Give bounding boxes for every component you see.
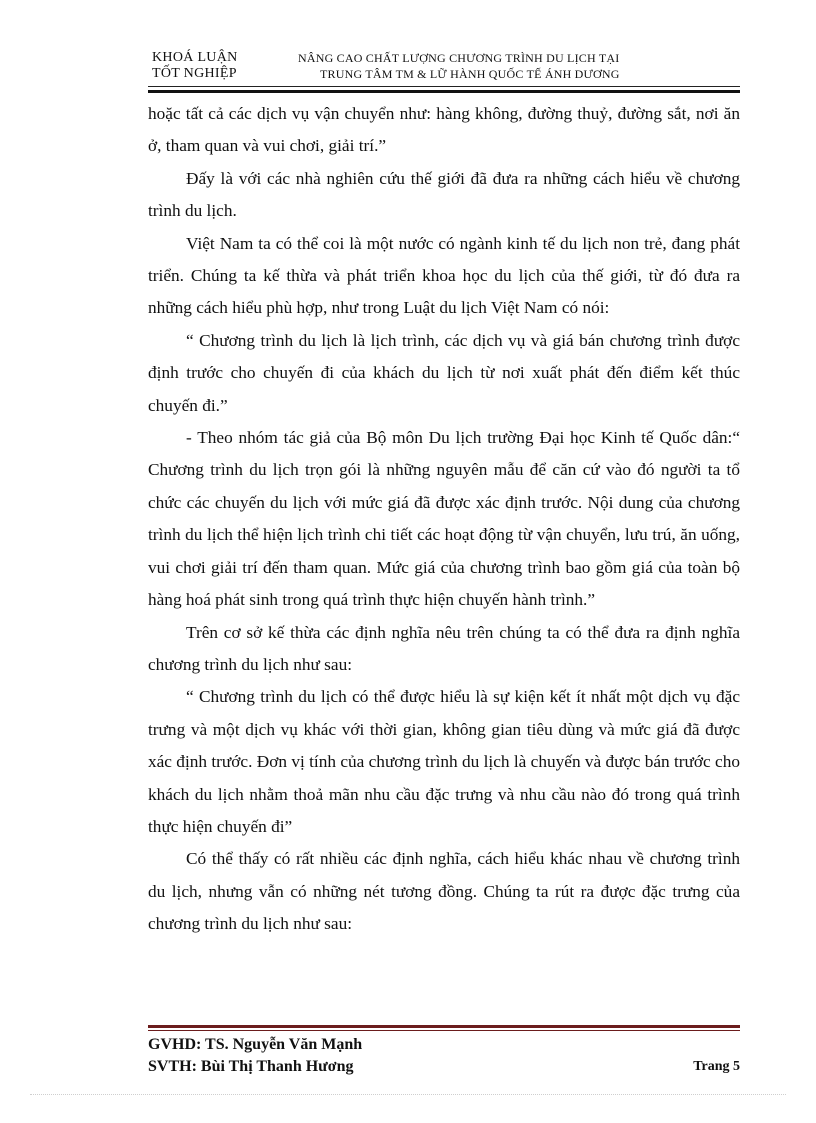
paragraph-8: Có thể thấy có rất nhiều các định nghĩa, cách hiểu khác nhau về chương trình du lịch, nhưng vẫn có những nét tương đồng. Chúng ta rút ra được đặc trưng của chương trình du lịch như sau: [148, 849, 740, 934]
paragraph-3: Việt Nam ta có thể coi là một nước có ngành kinh tế du lịch non trẻ, đang phát triển. Chúng ta kế thừa và phát triển khoa học du lịch của thế giới, từ đó đưa ra những cách hiểu phù hợp, như trong Luật du lịch Việt Nam có nói: [148, 233, 740, 318]
header-title-line2: TRUNG TÂM TM & LỮ HÀNH QUỐC TẾ ÁNH DƯƠNG [320, 67, 620, 81]
paragraph-2: Đấy là với các nhà nghiên cứu thế giới đã đưa ra những cách hiểu về chương trình du lịch. [148, 168, 740, 221]
paragraph-1: hoặc tất cả các dịch vụ vận chuyển như: hàng không, đường thuỷ, đường sắt, nơi ăn ở, tham quan và vui chơi, giải trí.” [148, 104, 740, 156]
paragraph-7: “ Chương trình du lịch có thể được hiểu là sự kiện kết ít nhất một dịch vụ đặc trưng và một dịch vụ khác với thời gian, không gian tiêu dùng và mức giá đã được xác định trước. Đơn vị tính của chương trình du lịch là chuyến và được bán trước cho khách du lịch nhằm thoả mãn nhu cầu đặc trưng và nhu cầu nào đó trong quá trình thực hiện chuyến đi” [148, 687, 740, 836]
footer-supervisor: GVHD: TS. Nguyễn Văn Mạnh [148, 1036, 363, 1053]
header-rule-thick [148, 90, 740, 93]
header-left-line1: KHOÁ LUẬN [152, 50, 238, 65]
header-left [152, 50, 238, 82]
page-footer [148, 1034, 740, 1078]
page-header [148, 48, 740, 88]
header-title-line1: NÂNG CAO CHẤT LƯỢNG CHƯƠNG TRÌNH DU LỊCH TẠI [298, 51, 620, 65]
footer-rule-thin [148, 1030, 740, 1031]
header-right [298, 50, 718, 82]
paragraph-5: - Theo nhóm tác giả của Bộ môn Du lịch trường Đại học Kinh tế Quốc dân:“ Chương trình du lịch trọn gói là những nguyên mẫu để căn cứ vào đó người ta tổ chức các chuyến du lịch với mức giá đã được xác định trước. Nội dung của chương trình du lịch thể hiện lịch trình chi tiết các hoạt động từ vận chuyển, lưu trú, ăn uống, vui chơi giải trí đến tham quan. Mức giá của chương trình bao gồm giá của toàn bộ hàng hoá phát sinh trong quá trình thực hiện chuyến hành trình.” [148, 428, 740, 610]
header-left-line2: TỐT NGHIỆP [152, 66, 237, 81]
paragraph-4: “ Chương trình du lịch là lịch trình, các dịch vụ và giá bán chương trình được định trước cho chuyến đi của khách du lịch từ nơi xuất phát đến điểm kết thúc chuyến đi.” [148, 330, 740, 415]
footer-rule-thick [148, 1025, 740, 1028]
footer-student: SVTH: Bùi Thị Thanh Hương [148, 1058, 354, 1075]
header-rule-thin [148, 86, 740, 87]
paragraph-6: Trên cơ sở kế thừa các định nghĩa nêu trên chúng ta có thể đưa ra định nghĩa chương trình du lịch như sau: [148, 622, 740, 674]
page-bottom-dotted-line [30, 1094, 786, 1095]
page-number: Trang 5 [693, 1059, 740, 1074]
body-text [148, 98, 740, 941]
